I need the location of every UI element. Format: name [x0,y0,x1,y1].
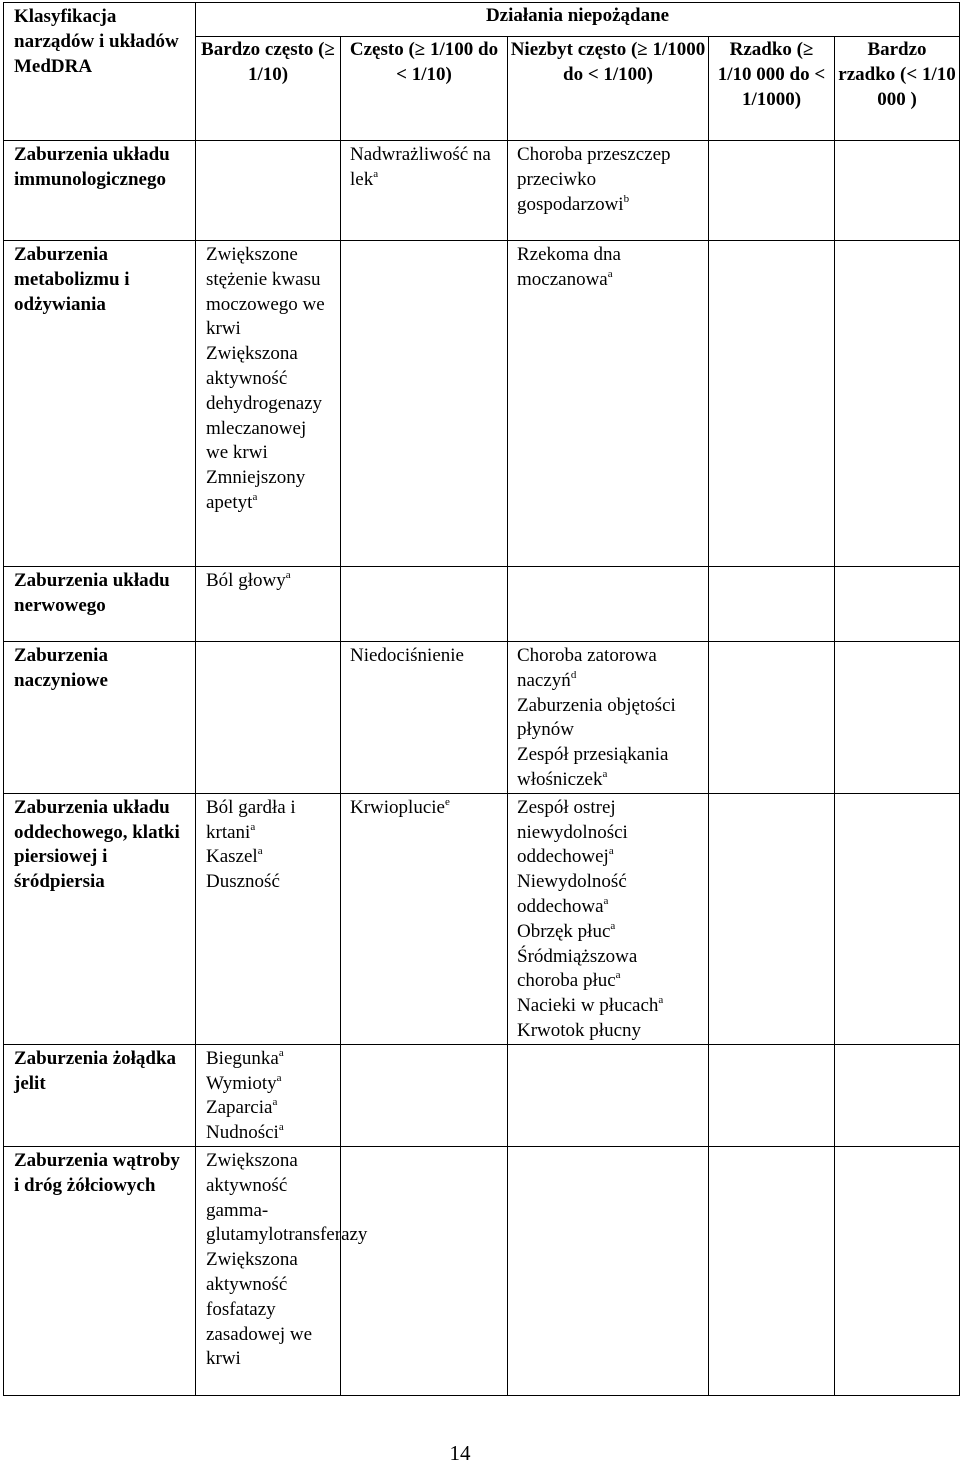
adverse-reaction [350,143,499,193]
reaction-text: Kaszel [206,846,258,868]
table-row [4,793,960,1044]
adverse-reaction [350,644,499,669]
adverse-reaction [350,796,499,821]
footnote-marker: a [658,994,664,1007]
reaction-text: Nadwrażliwość na lek [350,144,491,190]
frequency-cell [196,1146,368,1395]
reaction-text: Choroba przeszczep przeciwko gospodarzowi [517,144,671,215]
footnote-marker: a [608,845,614,858]
footnote-marker: a [276,1071,282,1084]
reaction-text: Zaparcia [206,1097,273,1119]
frequency-cell [508,793,709,1044]
footnote-marker: a [278,1121,284,1134]
header-frequency: Niezbyt często (≥ 1/1000 do < 1/100) [508,37,709,141]
reaction-text: Biegunka [206,1047,279,1069]
frequency-cell [835,567,960,642]
frequency-cell [196,1044,341,1146]
reaction-text: Niewydolność oddechowa [517,871,627,917]
adverse-reaction [517,1019,700,1044]
frequency-cell [196,793,341,1044]
adverse-reaction [517,743,700,793]
reaction-text: Ból gardła i krtani [206,796,296,843]
reaction-text: Nudności [206,1122,279,1144]
table-row [4,642,960,794]
footnote-marker: b [623,192,630,205]
adverse-reaction [206,1121,332,1146]
adverse-reaction [206,1248,332,1372]
soc-cell: Zaburzenia układu nerwowego [4,567,196,642]
frequency-cell [835,241,960,567]
header-frequency: Rzadko (≥ 1/10 000 do < 1/1000) [709,37,835,141]
frequency-cell [835,793,960,1044]
reaction-text: Zespół przesiąkania włośniczek [517,744,669,790]
soc-cell: Zaburzenia metabolizmu i odżywiania [4,241,196,567]
adverse-reaction [517,870,700,920]
reaction-text: Krwotok płucny [517,1019,642,1041]
footnote-marker: a [272,1096,278,1109]
adverse-reaction [517,143,700,217]
footnote-marker: a [250,820,256,833]
adverse-reaction [206,870,332,895]
footnote-marker: a [607,267,613,280]
adverse-reaction [206,569,332,594]
adverse-reaction [206,845,332,870]
frequency-cell [508,141,709,241]
frequency-cell [508,642,709,794]
soc-cell: Zaburzenia wątroby i dróg żółciowych [4,1146,196,1395]
header-frequency: Często (≥ 1/100 do < 1/10) [341,37,508,141]
table-row [4,1146,960,1395]
reaction-text: Zespół ostrej niewydolności oddechowej [517,796,628,868]
adverse-reaction [206,796,332,846]
frequency-cell [835,1044,960,1146]
reaction-text: Rzekoma dna moczanowa [517,244,621,290]
frequency-cell [709,642,835,794]
reaction-text: Niedociśnienie [350,645,464,666]
reaction-text: Krwioplucie [350,796,445,818]
adverse-reaction [517,243,700,293]
reaction-text: Obrzęk płuc [517,920,611,942]
footnote-marker: a [285,569,291,581]
frequency-cell [341,141,508,241]
adverse-reaction [517,920,700,945]
header-row-group [4,3,960,37]
frequency-cell [341,793,508,1044]
adverse-reaction [517,694,700,744]
table-row [4,567,960,642]
frequency-cell [835,642,960,794]
header-classification: Klasyfikacja narządów i układów MedDRA [4,3,196,141]
soc-cell: Zaburzenia układu immunologicznego [4,141,196,241]
frequency-cell [835,1146,960,1395]
soc-cell: Zaburzenia naczyniowe [4,642,196,794]
frequency-cell [341,1146,508,1395]
adverse-reaction [206,466,332,516]
frequency-cell [508,241,709,567]
header-adverse-reactions: Działania niepożądane [196,3,960,37]
header-frequency: Bardzo rzadko (< 1/10 000 ) [835,37,960,141]
frequency-cell [709,241,835,567]
page-number: 14 [449,1441,471,1465]
reaction-text: Zwiększona aktywność gamma-glutamylotransferazy [206,1149,368,1246]
adverse-reaction [517,945,700,995]
frequency-cell [508,1044,709,1146]
reaction-text: Choroba zatorowa naczyń [517,645,657,691]
reaction-text: Zwiększona aktywność fosfatazy zasadowej we krwi [206,1249,313,1370]
adverse-reaction [517,644,700,694]
frequency-cell [196,141,341,241]
adverse-reaction [206,243,332,342]
frequency-cell [709,793,835,1044]
reaction-text: Ból głowy [206,570,286,591]
reaction-text: Zmniejszony apetyt [206,467,306,513]
frequency-cell [341,1044,508,1146]
reaction-text: Śródmiąższowa choroba płuc [517,945,638,992]
adverse-reaction [206,1047,332,1072]
footnote-marker: a [603,894,609,907]
frequency-cell [709,141,835,241]
adverse-reaction [206,1096,332,1121]
frequency-cell [196,241,341,567]
adverse-reaction [206,1072,332,1097]
reaction-text: Nacieki w płucach [517,995,659,1017]
reaction-text: Zwiększona aktywność dehydrogenazy mleczanowej we krwi [206,343,323,464]
reaction-text: Zaburzenia objętości płynów [517,694,676,741]
frequency-cell [341,241,508,567]
frequency-cell [709,1146,835,1395]
header-frequency: Bardzo często (≥ 1/10) [196,37,341,141]
footnote-marker: a [252,490,258,503]
table-body [4,3,960,1396]
adverse-reaction [517,796,700,870]
footnote-marker: a [602,767,608,780]
frequency-cell [508,567,709,642]
reaction-text: Duszność [206,871,280,893]
footnote-marker: e [444,795,450,808]
soc-cell: Zaburzenia układu oddechowego, klatki piersiowej i śródpiersia [4,793,196,1044]
frequency-cell [196,567,341,642]
frequency-cell [341,642,508,794]
reaction-text: Wymioty [206,1072,277,1094]
footnote-marker: a [278,1046,284,1059]
frequency-cell [508,1146,709,1395]
frequency-cell [835,141,960,241]
table-row [4,141,960,241]
footnote-marker: a [373,167,379,180]
footnote-marker: a [610,919,616,932]
table-row [4,241,960,567]
adverse-reaction [517,994,700,1019]
adverse-reactions-table [3,2,960,1396]
frequency-cell [709,567,835,642]
footnote-marker: a [257,845,263,858]
table-row [4,1044,960,1146]
frequency-cell [196,642,341,794]
adverse-reaction [206,342,332,466]
footnote-marker: d [570,668,577,681]
soc-cell: Zaburzenia żołądka jelit [4,1044,196,1146]
footnote-marker: a [615,969,621,982]
reaction-text: Zwiększone stężenie kwasu moczowego we krwi [206,244,325,340]
frequency-cell [709,1044,835,1146]
frequency-cell [341,567,508,642]
adverse-reaction [206,1149,368,1248]
